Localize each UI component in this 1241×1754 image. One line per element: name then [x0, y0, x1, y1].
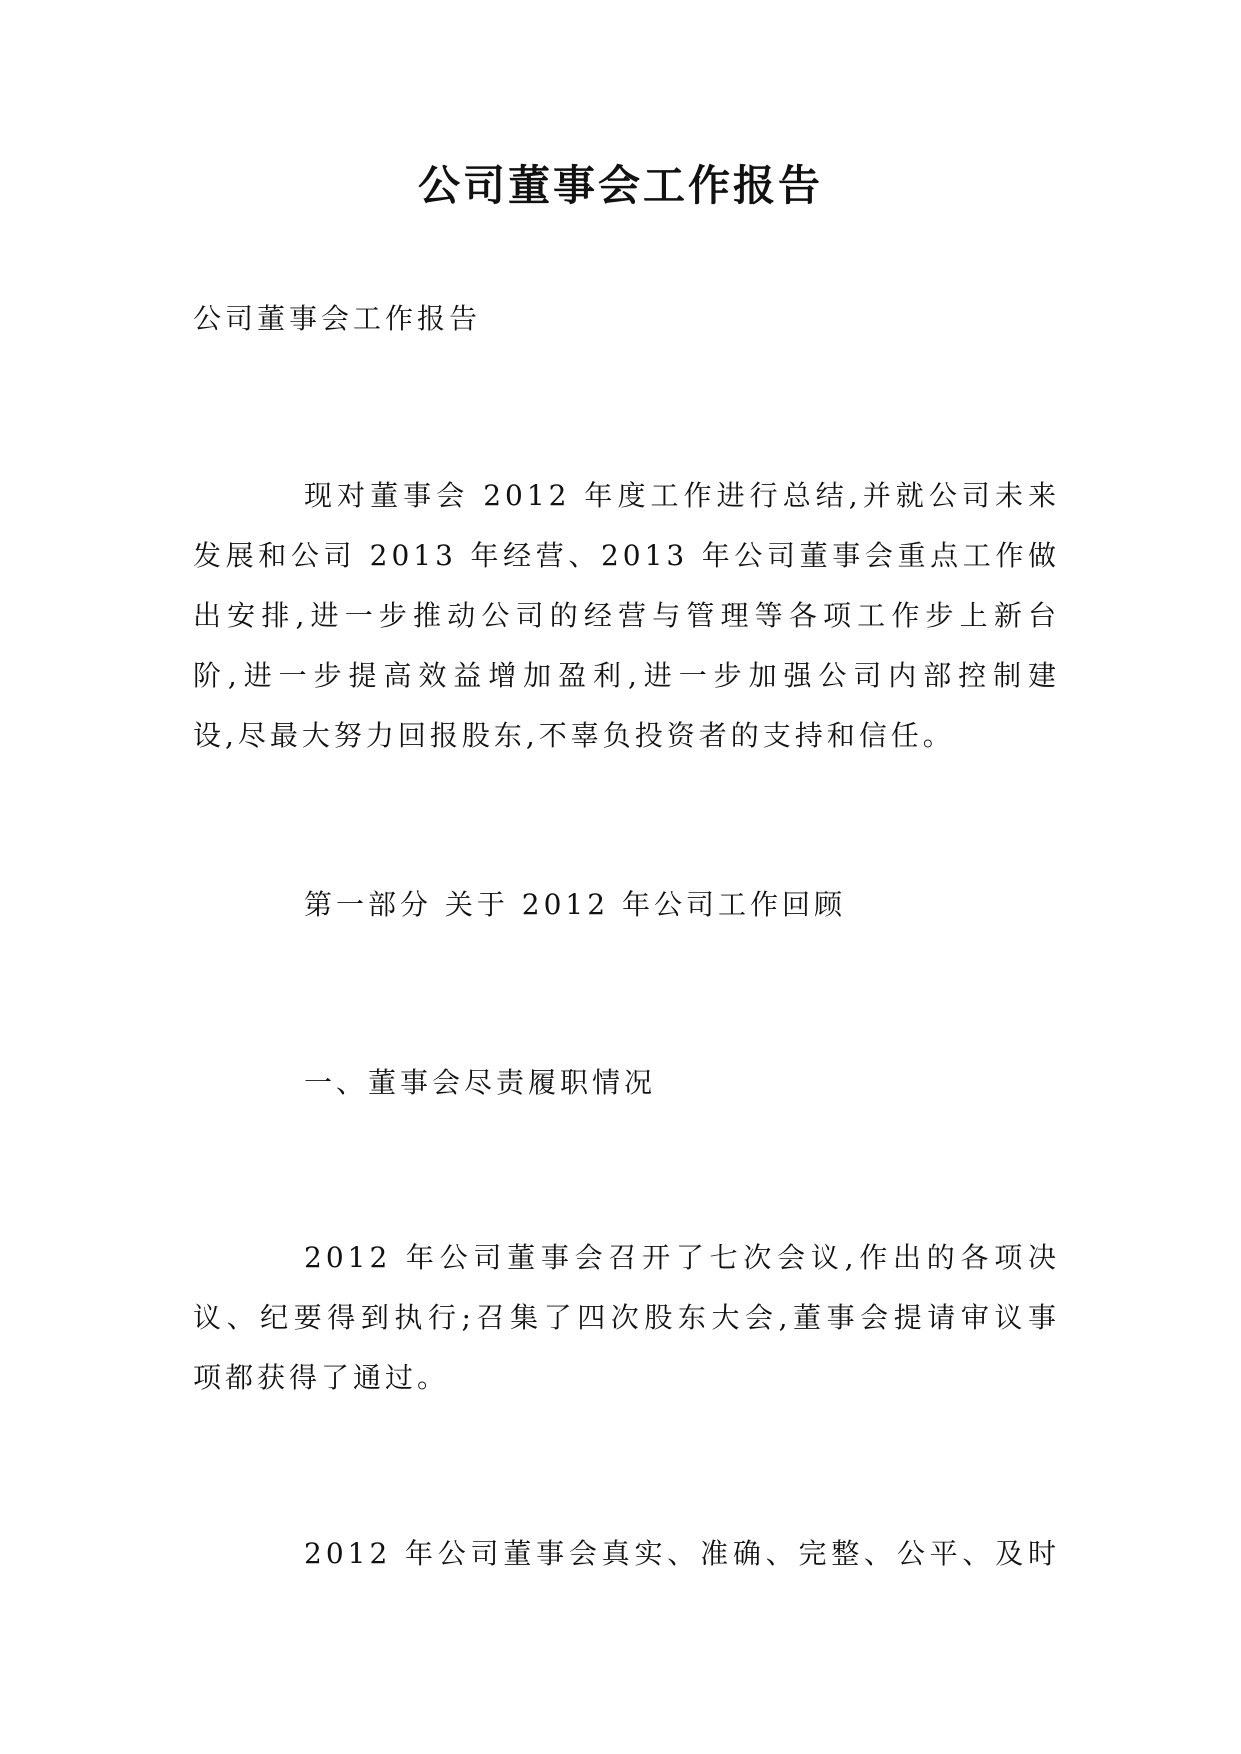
document-title: 公司董事会工作报告: [417, 161, 823, 210]
paragraph-line: 现对董事会 2012 年度工作进行总结,并就公司未来: [304, 479, 1060, 512]
subsection-heading: 一、董事会尽责履职情况: [304, 1066, 657, 1099]
paragraph-line: 设,尽最大努力回报股东,不辜负投资者的支持和信任。: [193, 719, 955, 752]
paragraph-line: 2012 年公司董事会真实、准确、完整、公平、及时: [304, 1537, 1060, 1570]
paragraph-line: 发展和公司 2013 年经营、2013 年公司董事会重点工作做: [193, 539, 1060, 572]
document-subtitle: 公司董事会工作报告: [193, 302, 482, 335]
paragraph-line: 项都获得了通过。: [193, 1361, 450, 1394]
paragraph-line: 阶,进一步提高效益增加盈利,进一步加强公司内部控制建: [193, 659, 1060, 692]
section-heading: 第一部分 关于 2012 年公司工作回顾: [304, 888, 846, 921]
paragraph-line: 2012 年公司董事会召开了七次会议,作出的各项决: [304, 1241, 1060, 1274]
paragraph-line: 议、纪要得到执行;召集了四次股东大会,董事会提请审议事: [193, 1301, 1060, 1334]
paragraph-line: 出安排,进一步推动公司的经营与管理等各项工作步上新台: [193, 599, 1060, 632]
